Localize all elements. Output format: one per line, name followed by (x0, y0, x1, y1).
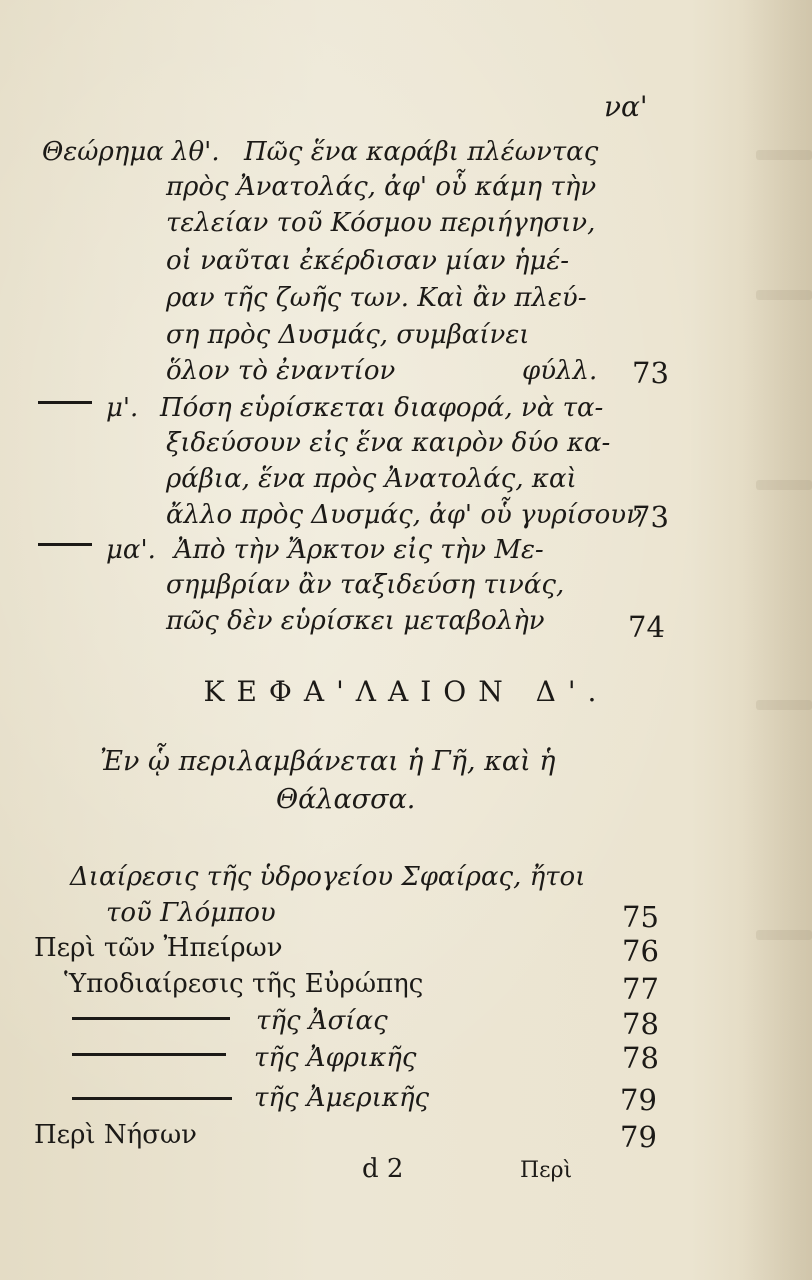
page-ref: 73 (632, 356, 669, 390)
ditto-rule (38, 401, 92, 404)
ditto-rule (38, 543, 92, 546)
page-ref: 79 (620, 1083, 657, 1117)
show-through-shadow (742, 0, 812, 1280)
ditto-rule (72, 1097, 232, 1100)
section-line: τῆς Ἀσίας (256, 1006, 388, 1036)
catchword: Περὶ (520, 1158, 573, 1183)
ditto-rule (72, 1017, 230, 1020)
page-number: να' (604, 90, 648, 123)
page-ref: 75 (622, 900, 659, 934)
section-line: τοῦ Γλόμπου (106, 898, 276, 928)
page-ref: 73 (632, 500, 669, 534)
section-line: τῆς Ἀμερικῆς (254, 1083, 430, 1113)
folio-abbreviation: φύλλ. (522, 356, 598, 386)
page-ref: 74 (628, 610, 665, 644)
ditto-rule (72, 1053, 226, 1056)
theorem-label: μ'. (106, 393, 139, 423)
show-through-mark (756, 150, 812, 160)
section-line: Περὶ τῶν Ἠπείρων (34, 933, 283, 963)
entry-line: σημβρίαν ἂν ταξιδεύση τινάς, (166, 570, 565, 600)
page-ref: 78 (622, 1007, 659, 1041)
section-line: Ὑποδιαίρεσις τῆς Εὐρώπης (64, 969, 424, 999)
entry-line: ξιδεύσουν εἰς ἕνα καιρὸν δύο κα- (166, 428, 611, 458)
chapter-subtitle: Θάλασσα. (276, 784, 416, 815)
signature-mark: d 2 (362, 1154, 404, 1184)
entry-line: ραν τῆς ζωῆς των. Καὶ ἂν πλεύ- (166, 283, 587, 313)
entry-line: Ἀπὸ τὴν Ἄρκτον εἰς τὴν Με- (174, 535, 544, 565)
section-line: τῆς Ἀφρικῆς (254, 1043, 417, 1073)
page-ref: 77 (622, 972, 659, 1006)
entry-line: πρὸς Ἀνατολάς, ἀφ' οὗ κάμη τὴν (166, 172, 597, 202)
show-through-mark (756, 290, 812, 300)
entry-line: Πόση εὑρίσκεται διαφορά, νὰ τα- (160, 393, 604, 423)
theorem-label: μα'. (106, 535, 156, 565)
section-line: Περὶ Νήσων (34, 1120, 197, 1150)
theorem-label: Θεώρημα λθ'. (42, 137, 220, 167)
page-ref: 76 (622, 934, 659, 968)
entry-line: ση πρὸς Δυσμάς, συμβαίνει (166, 320, 530, 350)
entry-line: πῶς δὲν εὑρίσκει μεταβολὴν (166, 606, 545, 636)
page-ref: 79 (620, 1120, 657, 1154)
entry-line: τελείαν τοῦ Κόσμου περιήγησιν, (166, 208, 596, 238)
show-through-mark (756, 480, 812, 490)
entry-line: ὅλον τὸ ἐναντίον (166, 356, 396, 386)
entry-line: ράβια, ἕνα πρὸς Ἀνατολάς, καὶ (166, 464, 577, 494)
entry-line: Πῶς ἕνα καράβι πλέωντας (244, 137, 599, 167)
page-ref: 78 (622, 1041, 659, 1075)
chapter-subtitle: Ἐν ᾧ περιλαμβάνεται ἡ Γῆ, καὶ ἡ (100, 746, 556, 777)
entry-line: οἱ ναῦται ἐκέρδισαν μίαν ἡμέ- (166, 246, 570, 276)
show-through-mark (756, 930, 812, 940)
entry-line: ἄλλο πρὸς Δυσμάς, ἀφ' οὗ γυρίσουν (166, 500, 642, 530)
chapter-title: ΚΕΦΑ'ΛΑΙΟΝ Δ'. (203, 675, 609, 708)
section-line: Διαίρεσις τῆς ὑδρογείου Σφαίρας, ἤτοι (70, 862, 586, 892)
